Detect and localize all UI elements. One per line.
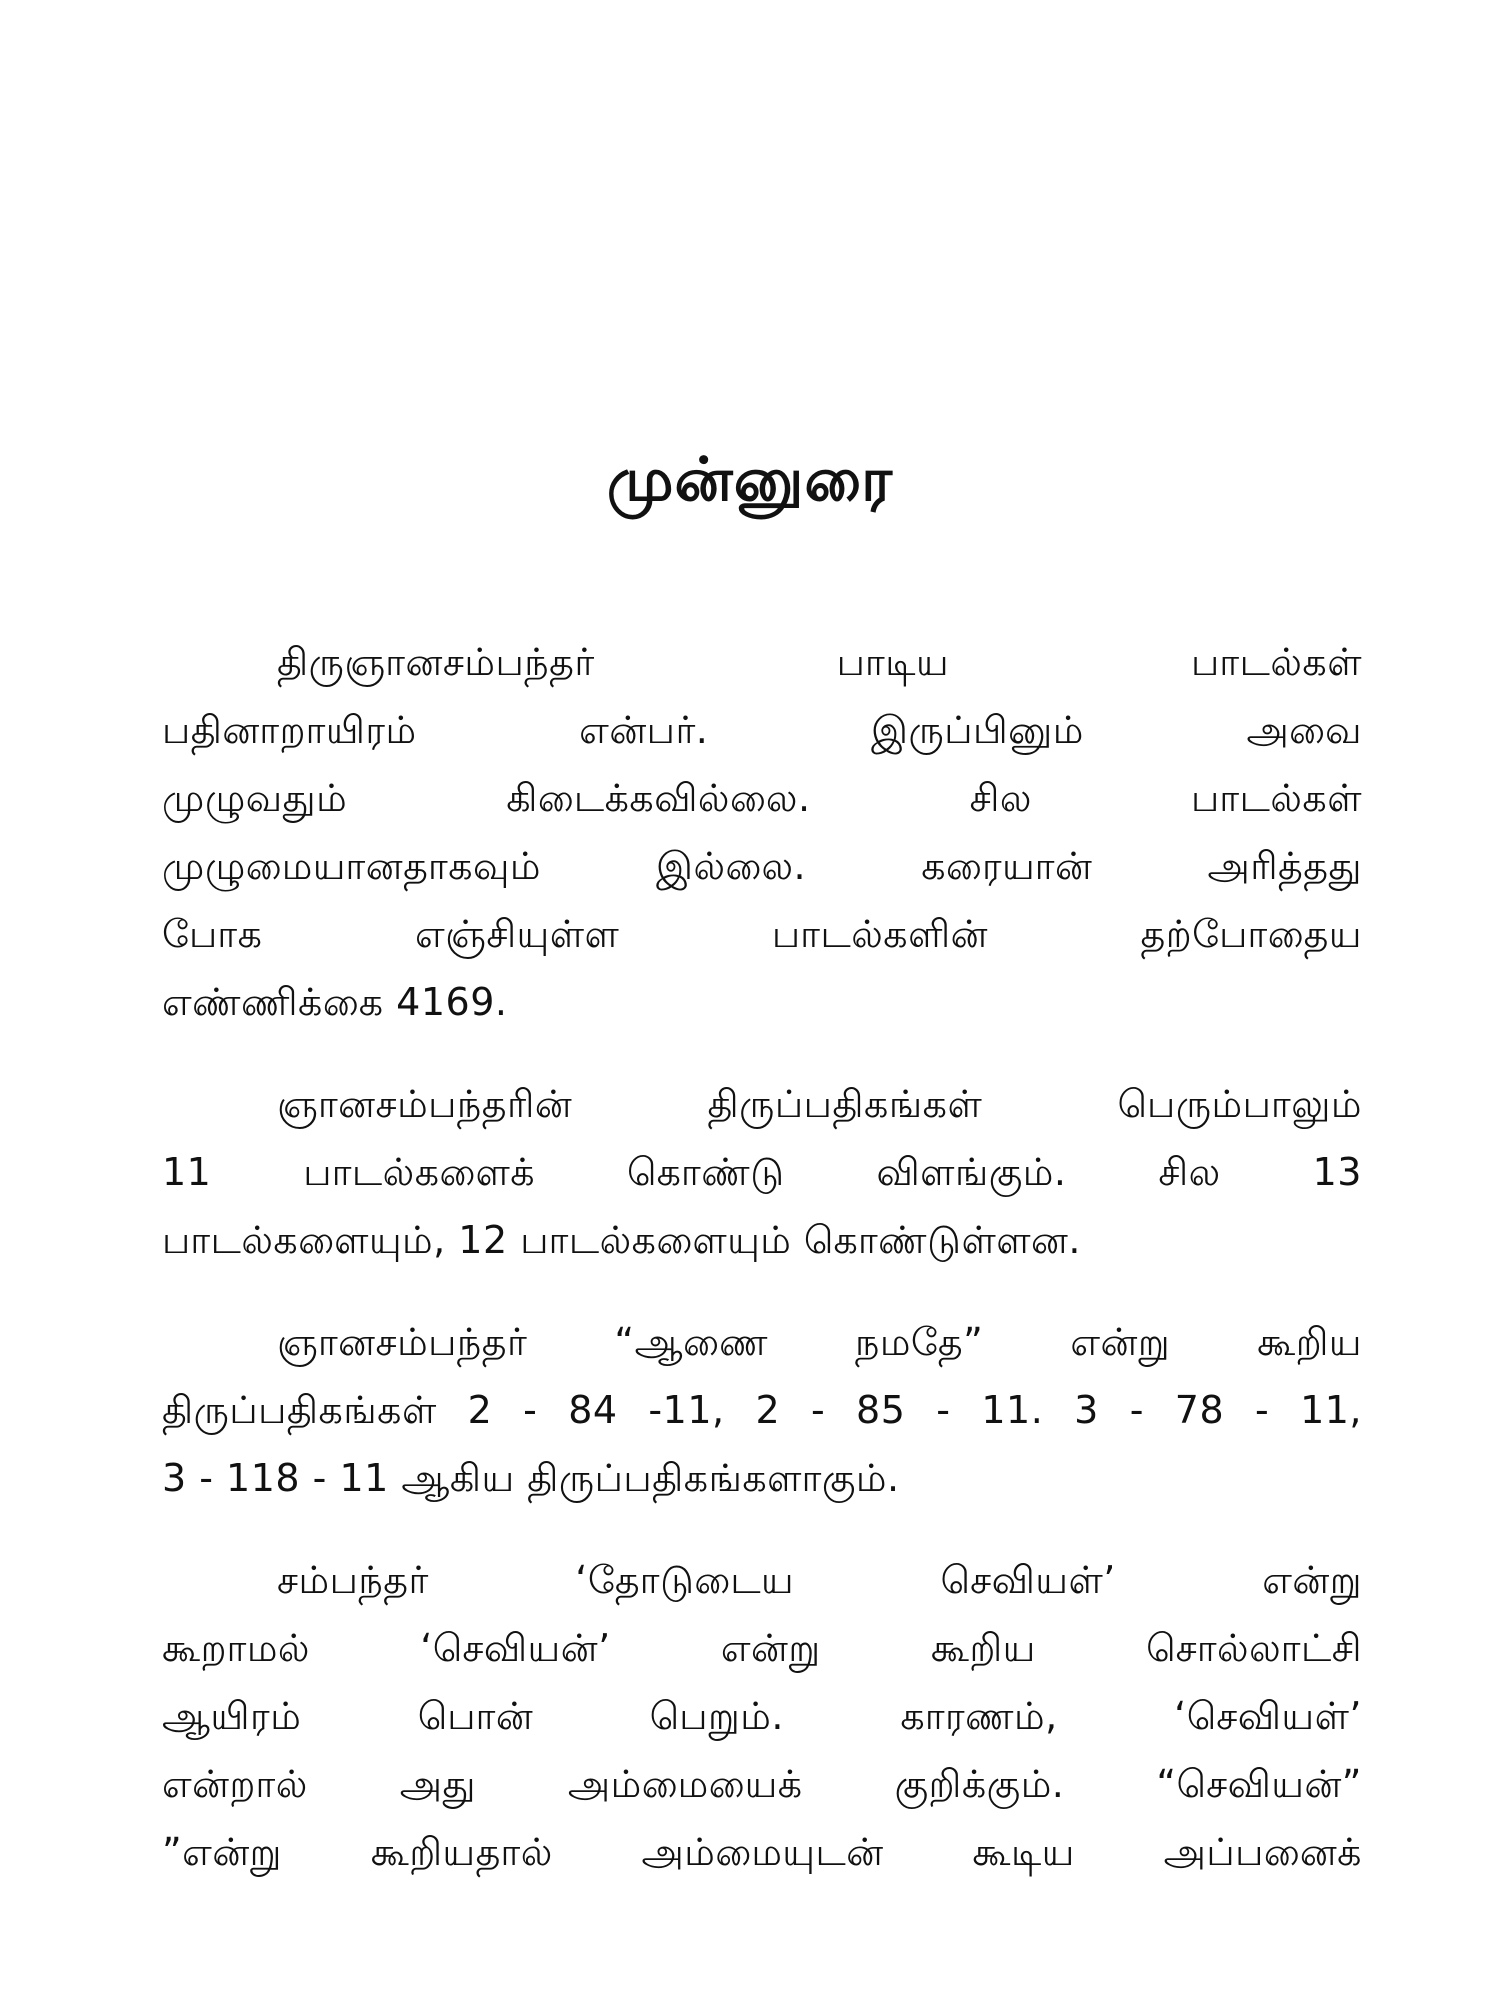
text-line: பாடல்களையும், 12 பாடல்களையும் கொண்டுள்ளன. — [162, 1218, 1081, 1262]
body-text — [162, 628, 1362, 1920]
text-line: போக எஞ்சியுள்ள பாடல்களின் தற்போதைய — [162, 912, 1362, 956]
text-line: முழுவதும் கிடைக்கவில்லை. சில பாடல்கள் — [162, 776, 1362, 820]
text-line: சம்பந்தர் ‘தோடுடைய செவியள்’ என்று — [277, 1558, 1362, 1602]
text-line: கூறாமல் ‘செவியன்’ என்று கூறிய சொல்லாட்சி — [162, 1626, 1362, 1670]
paragraph-4 — [162, 1546, 1362, 1886]
text-line: பதினாறாயிரம் என்பர். இருப்பினும் அவை — [162, 708, 1362, 752]
text-line: 11 பாடல்களைக் கொண்டு விளங்கும். சில 13 — [162, 1150, 1362, 1194]
paragraph-2 — [162, 1070, 1362, 1274]
text-line: ஞானசம்பந்தரின் திருப்பதிகங்கள் பெரும்பாலும் — [277, 1082, 1362, 1126]
text-line: என்றால் அது அம்மையைக் குறிக்கும். “செவியன்” — [162, 1762, 1362, 1806]
text-line: ஆயிரம் பொன் பெறும். காரணம், ‘செவியள்’ — [162, 1694, 1362, 1738]
text-line: எண்ணிக்கை 4169. — [162, 980, 508, 1024]
text-line: ”என்று கூறியதால் அம்மையுடன் கூடிய அப்பனைக் — [162, 1830, 1362, 1874]
text-line: திருப்பதிகங்கள் 2 - 84 -11, 2 - 85 - 11. 3 - 78 - 11, — [162, 1388, 1362, 1432]
text-line: 3 - 118 - 11 ஆகிய திருப்பதிகங்களாகும். — [162, 1456, 900, 1500]
page-title: முன்னுரை — [606, 445, 894, 515]
text-line: திருஞானசம்பந்தர் பாடிய பாடல்கள் — [277, 640, 1362, 684]
text-line: ஞானசம்பந்தர் “ஆணை நமதே” என்று கூறிய — [277, 1320, 1362, 1364]
text-line: முழுமையானதாகவும் இல்லை. கரையான் அரித்தது — [162, 844, 1362, 888]
paragraph-1 — [162, 628, 1362, 1036]
paragraph-3 — [162, 1308, 1362, 1512]
